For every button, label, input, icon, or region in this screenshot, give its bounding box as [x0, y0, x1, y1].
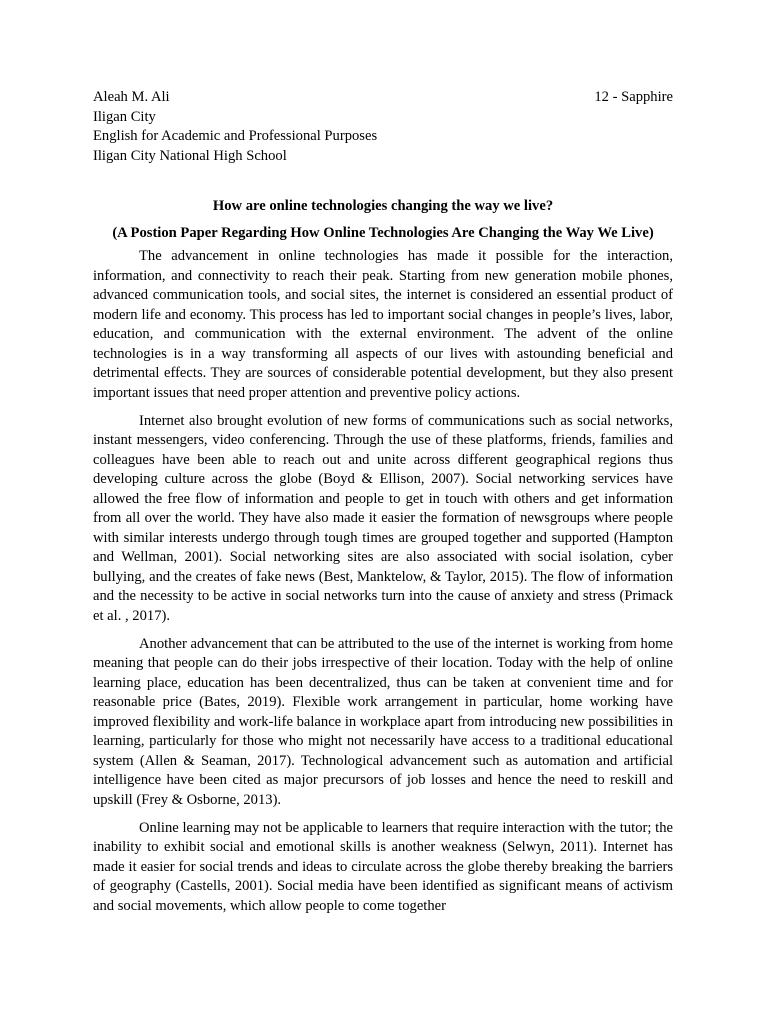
- header-first-row: [93, 88, 673, 108]
- body-paragraph: The advancement in online technologies has made it possible for the interaction, information, and connectivity to reach their peak. Starting from new generation mobile phones, advanced communication tools, and social sites, the internet is considered an essential product of modern life and economy. This process has led to important social changes in people’s lives, labor, education, and communication with the external environment. The advent of the online technologies is in a way transforming all aspects of our lives with astounding beneficial and detrimental effects. They are sources of considerable potential development, but they also present important issues that need proper attention and preventive policy actions.: [93, 248, 673, 401]
- document-page: [93, 88, 673, 925]
- body-paragraph: Another advancement that can be attributed to the use of the internet is working from home meaning that people can do their jobs irrespective of their location. Today with the help of online learning place, education has been decentralized, thus can be taken at convenient time and for reasonable price (Bates, 2019). Flexible work arrangement in particular, home working have improved flexibility and work-life balance in workplace apart from introducing new possibilities in learning, particularly for those who might not necessarily have access to a traditional educational system (Allen & Seaman, 2017). Technological advancement such as automation and artificial intelligence have been cited as major precursors of job losses and hence the need to reskill and upskill (Frey & Osborne, 2013).: [93, 635, 673, 808]
- document-header: [93, 88, 673, 166]
- grade-section: 12 - Sapphire: [594, 89, 673, 105]
- body-paragraph: Online learning may not be applicable to learners that require interaction with the tutor; the inability to exhibit social and emotional skills is another weakness (Selwyn, 2011). Internet has made it easier for social trends and ideas to circulate across the globe thereby breaking the barriers of geography (Castells, 2001). Social media have been identified as significant means of activism and social movements, which allow people to come together: [93, 819, 673, 914]
- subject-name: English for Academic and Professional Purposes: [93, 128, 378, 144]
- school-name: Iligan City National High School: [93, 147, 287, 164]
- title-block: [93, 197, 673, 243]
- paper-title: How are online technologies changing the way we live?: [212, 198, 554, 214]
- author-name: Aleah M. Ali: [93, 89, 170, 105]
- author-city: Iligan City: [93, 108, 156, 125]
- paper-subtitle: (A Postion Paper Regarding How Online Technologies Are Changing the Way We Live): [112, 224, 654, 241]
- body-paragraph: Internet also brought evolution of new forms of communications such as social networks, instant messengers, video conferencing. Through the use of these platforms, friends, families and colleagues have been able to reach out and unite across different geographical regions thus developing culture across the globe (Boyd & Ellison, 2007). Social networking services have allowed the free flow of information and people to get in touch with others and get information from all over the world. They have also made it easier the formation of newsgroups where people with similar interests undergo through tough times are grouped together and supported (Hampton and Wellman, 2001). Social networking sites are also associated with social isolation, cyber bullying, and the creates of fake news (Best, Manktelow, & Taylor, 2015). The flow of information and the necessity to be active in social networks turn into the cause of anxiety and stress (Primack et al. , 2017).: [93, 412, 673, 624]
- paper-body: [93, 247, 673, 916]
